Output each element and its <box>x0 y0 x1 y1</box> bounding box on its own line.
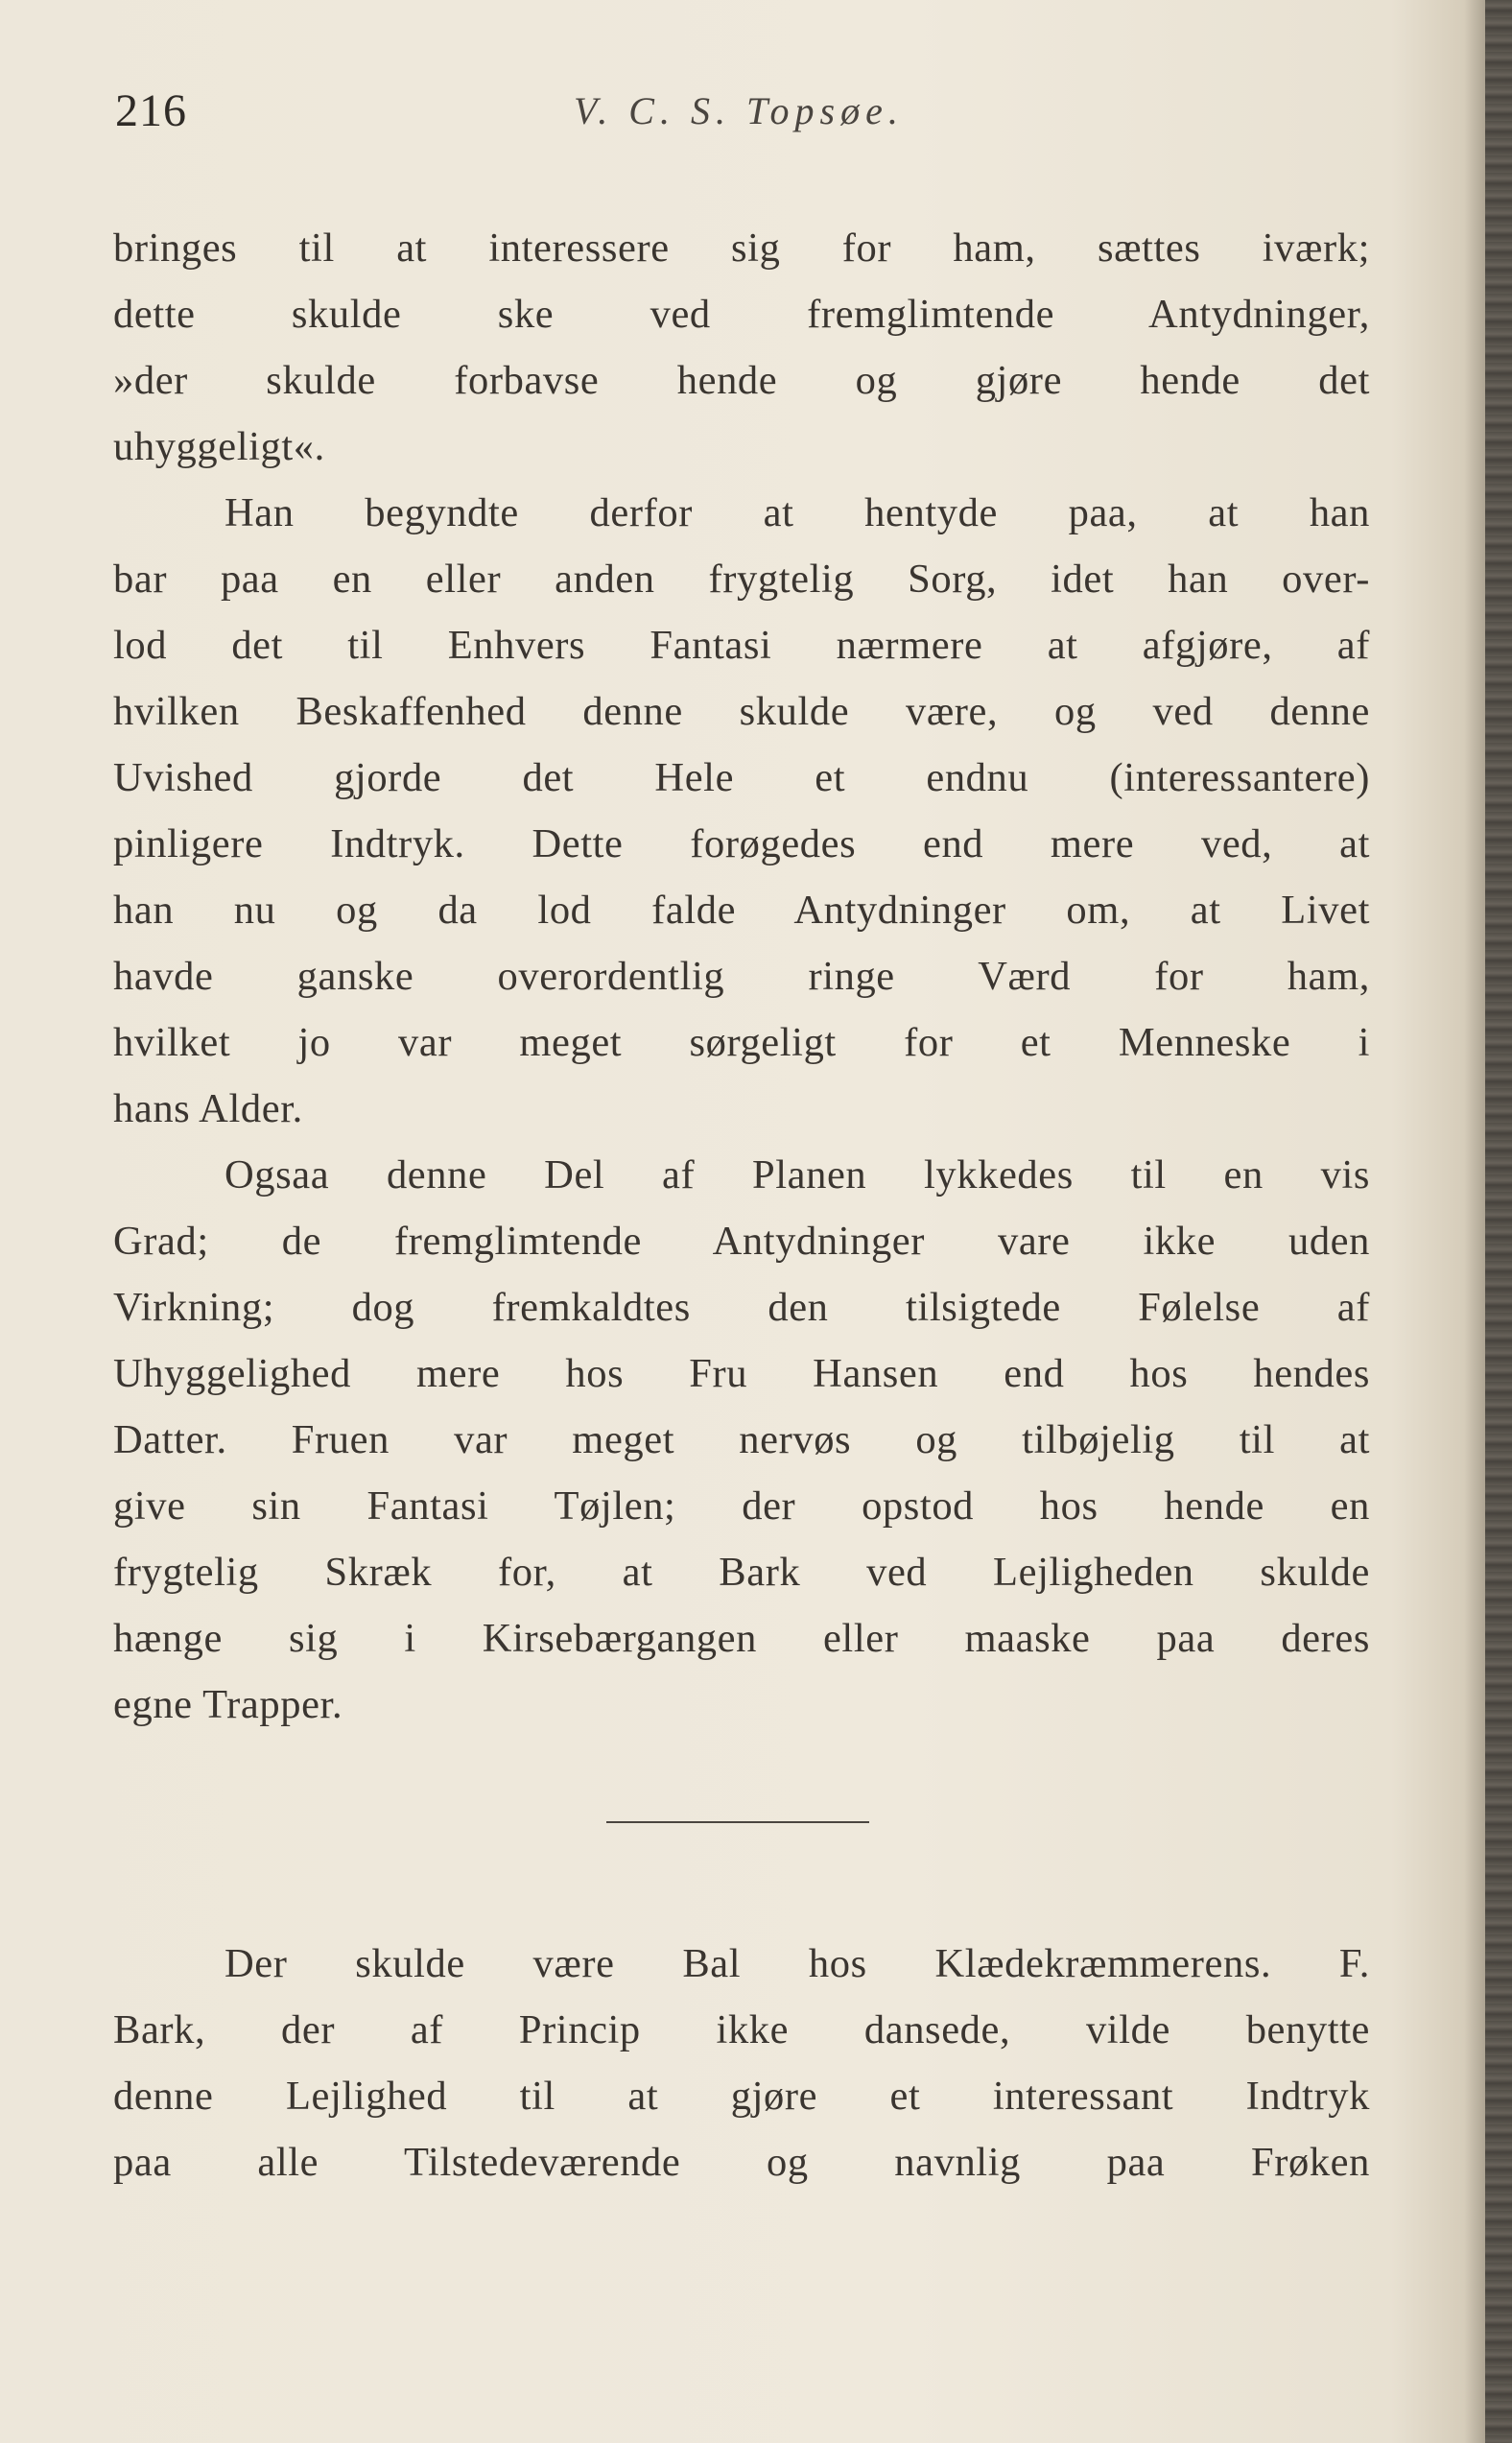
text-line: Ogsaa denne Del af Planen lykkedes til en vis <box>224 1152 1370 1198</box>
text-line: hænge sig i Kirsebærgangen eller maaske paa deres <box>113 1616 1370 1661</box>
paragraph-4 <box>113 1931 1370 2195</box>
text-line: hans Alder. <box>113 1086 303 1131</box>
text-line: uhyggeligt«. <box>113 424 325 469</box>
text-line: dette skulde ske ved fremglimtende Antydninger, <box>113 292 1370 337</box>
running-head: V. C. S. Topsøe. <box>574 89 904 132</box>
text-line: Virkning; dog fremkaldtes den tilsigtede Følelse af <box>113 1285 1370 1330</box>
page-number: 216 <box>115 85 187 136</box>
section-divider <box>606 1821 869 1823</box>
paragraph-3 <box>113 1142 1370 1738</box>
paragraph-2 <box>113 480 1370 1142</box>
text-line: havde ganske overordentlig ringe Værd for ham, <box>113 954 1370 999</box>
text-line: give sin Fantasi Tøjlen; der opstod hos hende en <box>113 1483 1370 1529</box>
page-edge-shadow <box>1464 0 1485 2443</box>
text-line: frygtelig Skræk for, at Bark ved Lejligheden skulde <box>113 1550 1370 1595</box>
text-line: pinligere Indtryk. Dette forøgedes end mere ved, at <box>113 821 1370 866</box>
text-line: bringes til at interessere sig for ham, sættes iværk; <box>113 225 1370 271</box>
text-line: Bark, der af Princip ikke dansede, vilde benytte <box>113 2007 1370 2052</box>
text-line: denne Lejlighed til at gjøre et interessant Indtryk <box>113 2074 1370 2119</box>
paragraph-1 <box>113 215 1370 480</box>
text-line: bar paa en eller anden frygtelig Sorg, idet han over- <box>113 557 1370 602</box>
text-line: han nu og da lod falde Antydninger om, at Livet <box>113 888 1370 933</box>
text-line: Han begyndte derfor at hentyde paa, at han <box>224 490 1370 535</box>
page-edge-stack <box>1485 0 1512 2443</box>
text-line: hvilken Beskaffenhed denne skulde være, og ved denne <box>113 689 1370 734</box>
text-line: »der skulde forbavse hende og gjøre hende det <box>113 358 1370 403</box>
text-line: paa alle Tilstedeværende og navnlig paa Frøken <box>113 2140 1370 2185</box>
main-text <box>113 215 1370 1738</box>
main-text-continued <box>113 1931 1370 2195</box>
page-header <box>115 84 1372 152</box>
text-line: Datter. Fruen var meget nervøs og tilbøjelig til at <box>113 1417 1370 1462</box>
text-line: hvilket jo var meget sørgeligt for et Menneske i <box>113 1020 1370 1065</box>
text-line: Uhyggelighed mere hos Fru Hansen end hos hendes <box>113 1351 1370 1396</box>
text-line: Uvished gjorde det Hele et endnu (interessantere) <box>113 755 1370 800</box>
text-line: Grad; de fremglimtende Antydninger vare ikke uden <box>113 1219 1370 1264</box>
text-line: Der skulde være Bal hos Klædekræmmerens. F. <box>224 1941 1370 1986</box>
text-line: lod det til Enhvers Fantasi nærmere at afgjøre, af <box>113 623 1370 668</box>
text-line: egne Trapper. <box>113 1682 343 1727</box>
